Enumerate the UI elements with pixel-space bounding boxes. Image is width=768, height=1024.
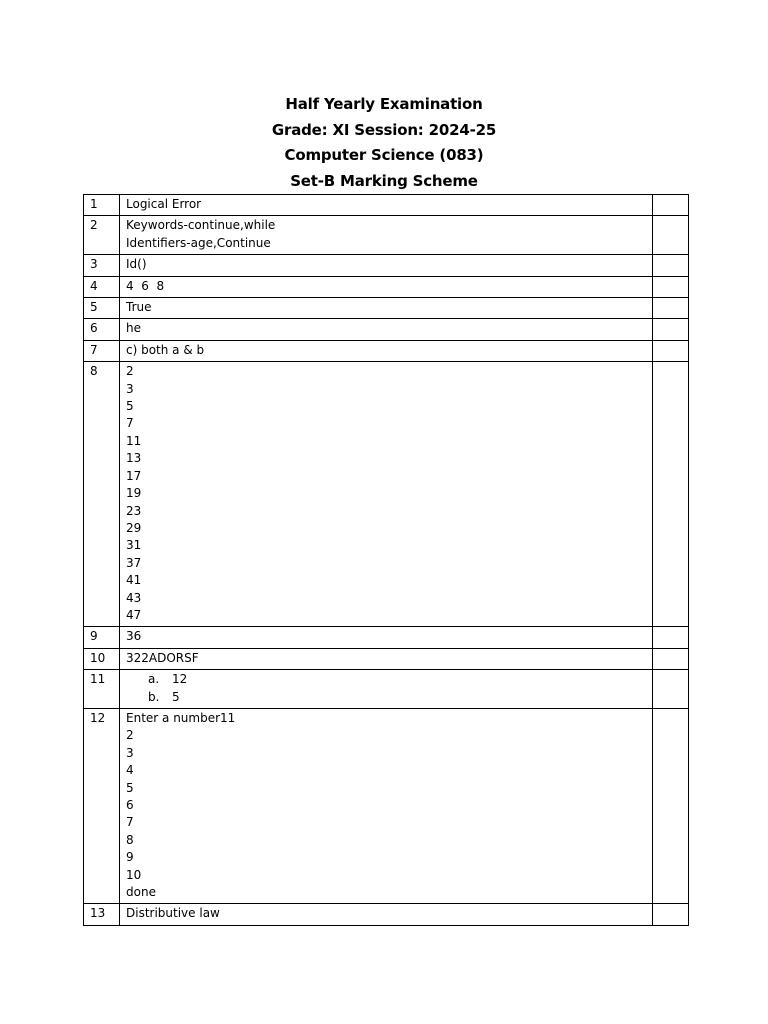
answer-cell xyxy=(120,362,653,627)
table-row xyxy=(84,195,689,216)
question-number: 12 xyxy=(84,708,120,903)
marks-cell xyxy=(653,216,689,255)
answer-line: 23 xyxy=(126,503,142,518)
answer-line: 5 xyxy=(126,399,134,414)
answer-line: 47 xyxy=(126,607,142,622)
answer-cell xyxy=(120,904,653,925)
answer-line: 17 xyxy=(126,468,142,483)
answer-line: c) both a & b xyxy=(126,342,205,357)
answer-subpart xyxy=(126,671,646,688)
marks-cell xyxy=(653,708,689,903)
question-number: 13 xyxy=(84,904,120,925)
marks-cell xyxy=(653,276,689,297)
marks-cell xyxy=(653,195,689,216)
answer-line: 6 xyxy=(126,798,134,812)
answer-line: 10 xyxy=(126,867,142,882)
answer-cell xyxy=(120,255,653,276)
marks-cell xyxy=(653,362,689,627)
answer-line: 3 xyxy=(126,745,134,760)
question-number: 3 xyxy=(84,255,120,276)
table-row xyxy=(84,648,689,669)
marking-scheme-body xyxy=(84,195,689,926)
marking-scheme-title: Set-B Marking Scheme xyxy=(290,171,478,190)
answer-line: 7 xyxy=(126,815,134,830)
marks-cell xyxy=(653,340,689,361)
marking-scheme-table xyxy=(83,194,689,926)
question-number: 8 xyxy=(84,362,120,627)
table-row xyxy=(84,708,689,903)
answer-line: 4 6 8 xyxy=(126,278,165,293)
answer-line: True xyxy=(126,300,152,315)
answer-cell xyxy=(120,276,653,297)
answer-line: done xyxy=(126,885,156,900)
marks-cell xyxy=(653,319,689,340)
answer-line: Id() xyxy=(126,257,147,272)
table-row xyxy=(84,276,689,297)
answer-cell xyxy=(120,648,653,669)
answer-line: 37 xyxy=(126,555,142,570)
answer-line: Distributive law xyxy=(126,906,220,921)
answer-subpart xyxy=(126,689,646,706)
answer-line: 43 xyxy=(126,590,142,605)
subpart-answer: 12 xyxy=(172,672,188,687)
table-row xyxy=(84,216,689,255)
grade-session: Grade: XI Session: 2024-25 xyxy=(271,120,497,139)
answer-cell xyxy=(120,319,653,340)
subpart-label: b. xyxy=(148,689,160,704)
question-number: 6 xyxy=(84,319,120,340)
answer-line: 3 xyxy=(126,381,134,396)
answer-line: Keywords-continue,while xyxy=(126,218,276,233)
marks-cell xyxy=(653,904,689,925)
question-number: 1 xyxy=(84,195,120,216)
answer-cell xyxy=(120,340,653,361)
table-row xyxy=(84,340,689,361)
answer-line: Logical Error xyxy=(126,197,202,211)
answer-line: 13 xyxy=(126,451,142,466)
answer-cell xyxy=(120,627,653,648)
answer-cell xyxy=(120,216,653,255)
answer-line: 7 xyxy=(126,416,134,431)
answer-line: 29 xyxy=(126,520,142,535)
answer-line: 9 xyxy=(126,850,134,865)
table-row xyxy=(84,255,689,276)
answer-cell xyxy=(120,708,653,903)
answer-line: he xyxy=(126,321,141,336)
subpart-label: a. xyxy=(148,672,160,687)
question-number: 5 xyxy=(84,298,120,319)
answer-cell xyxy=(120,195,653,216)
answer-line: 2 xyxy=(126,728,134,743)
answer-cell xyxy=(120,670,653,709)
question-number: 4 xyxy=(84,276,120,297)
answer-line: Identifiers-age,Continue xyxy=(126,235,271,250)
marks-cell xyxy=(653,627,689,648)
table-row xyxy=(84,904,689,925)
question-number: 2 xyxy=(84,216,120,255)
table-row xyxy=(84,298,689,319)
table-row xyxy=(84,362,689,627)
question-number: 9 xyxy=(84,627,120,648)
table-row xyxy=(84,627,689,648)
table-row xyxy=(84,319,689,340)
marks-cell xyxy=(653,298,689,319)
question-number: 10 xyxy=(84,648,120,669)
answer-line: 11 xyxy=(126,433,142,448)
answer-line: 8 xyxy=(126,832,134,847)
answer-line: 2 xyxy=(126,364,134,379)
answer-line: 36 xyxy=(126,629,142,644)
exam-title: Half Yearly Examination xyxy=(285,95,483,113)
question-number: 7 xyxy=(84,340,120,361)
answer-line: 322ADORSF xyxy=(126,650,199,665)
answer-line: 31 xyxy=(126,538,142,553)
answer-cell xyxy=(120,298,653,319)
table-row xyxy=(84,670,689,709)
answer-line: 19 xyxy=(126,486,142,501)
question-number: 11 xyxy=(84,670,120,709)
marks-cell xyxy=(653,648,689,669)
marks-cell xyxy=(653,670,689,709)
subject-title: Computer Science (083) xyxy=(284,146,484,164)
subpart-answer: 5 xyxy=(172,689,180,704)
answer-line: 41 xyxy=(126,573,142,588)
answer-line: 5 xyxy=(126,780,134,795)
answer-line: 4 xyxy=(126,763,134,778)
marks-cell xyxy=(653,255,689,276)
answer-line: Enter a number11 xyxy=(126,710,236,725)
document-header xyxy=(0,92,768,194)
